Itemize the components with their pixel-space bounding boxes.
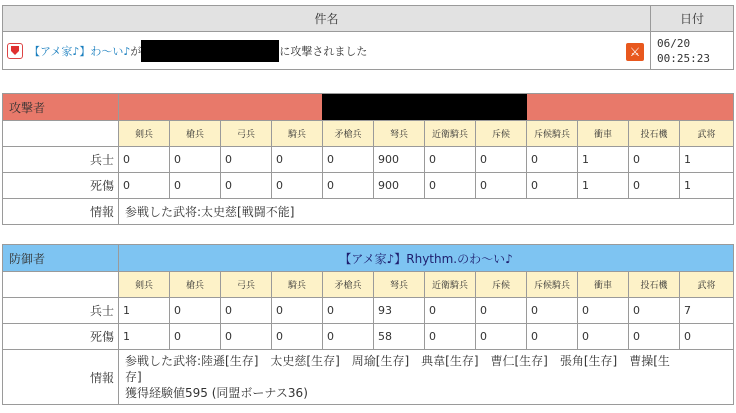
defender-soldiers-row [3, 298, 734, 324]
attack-icon: ⚔ [626, 43, 644, 61]
defender-info-text [119, 350, 734, 405]
subject-suffix: に攻撃されました [279, 44, 368, 58]
soldier-count: 7 [680, 298, 734, 324]
unit-header: 投石機 [629, 272, 680, 298]
unit-header-row [3, 121, 734, 147]
soldier-count: 0 [221, 298, 272, 324]
unit-header: 衝車 [578, 272, 629, 298]
casualty-count: 0 [119, 173, 170, 199]
casualty-count: 0 [170, 173, 221, 199]
unit-header: 武将 [680, 121, 734, 147]
casualty-count: 0 [221, 324, 272, 350]
soldier-count: 0 [323, 298, 374, 324]
subject-middle: が [130, 44, 142, 58]
soldier-count: 0 [170, 298, 221, 324]
soldier-count: 1 [578, 147, 629, 173]
soldier-count: 0 [272, 147, 323, 173]
attacker-label: 攻撃者 [3, 94, 119, 121]
redacted-attacker-name [322, 94, 527, 120]
unit-header: 矛槍兵 [323, 121, 374, 147]
soldier-count: 93 [374, 298, 425, 324]
unit-header: 投石機 [629, 121, 680, 147]
casualty-count: 900 [374, 173, 425, 199]
casualty-count: 0 [425, 324, 476, 350]
soldier-count: 0 [119, 147, 170, 173]
defender-generals-line-cont: 存] [125, 370, 142, 384]
unit-header: 武将 [680, 272, 734, 298]
unit-header: 斥候騎兵 [527, 121, 578, 147]
unit-header: 弓兵 [221, 121, 272, 147]
defender-generals-line: 参戦した武将:陸遜[生存] 太史慈[生存] 周瑜[生存] 典韋[生存] 曹仁[生存] 張角[生存] 曹操[生 [125, 354, 670, 368]
casualty-count: 0 [527, 173, 578, 199]
soldier-count: 0 [425, 298, 476, 324]
casualty-count: 0 [527, 324, 578, 350]
soldiers-label: 兵士 [3, 298, 119, 324]
casualty-count: 0 [323, 324, 374, 350]
unit-header: 槍兵 [170, 272, 221, 298]
casualty-count: 0 [578, 324, 629, 350]
defender-experience-line: 獲得経験値595 (同盟ボーナス36) [125, 386, 308, 400]
soldier-count: 0 [170, 147, 221, 173]
unit-header: 槍兵 [170, 121, 221, 147]
info-label: 情報 [3, 199, 119, 225]
unit-header: 斥候 [476, 272, 527, 298]
unit-header: 剣兵 [119, 272, 170, 298]
casualty-count: 0 [476, 324, 527, 350]
casualty-count: 0 [221, 173, 272, 199]
soldier-count: 1 [119, 298, 170, 324]
casualty-count: 1 [680, 173, 734, 199]
soldier-count: 900 [374, 147, 425, 173]
report-date: 06/20 [657, 36, 691, 50]
casualties-label: 死傷 [3, 173, 119, 199]
shield-icon [7, 43, 23, 59]
casualty-count: 0 [629, 324, 680, 350]
unit-header: 斥候騎兵 [527, 272, 578, 298]
casualties-label: 死傷 [3, 324, 119, 350]
unit-header: 斥候 [476, 121, 527, 147]
soldier-count: 0 [272, 298, 323, 324]
soldier-count: 0 [629, 298, 680, 324]
subject-column-header: 件名 [3, 6, 651, 32]
casualty-count: 0 [272, 173, 323, 199]
report-datetime [651, 32, 734, 70]
unit-header: 近衛騎兵 [425, 121, 476, 147]
soldier-count: 0 [221, 147, 272, 173]
soldier-count: 0 [425, 147, 476, 173]
redacted-name [141, 40, 279, 62]
defender-banner[interactable]: 【アメ家♪】Rhythm.のわ〜い♪ [119, 245, 734, 272]
attacker-info-row [3, 199, 734, 225]
unit-header: 衝車 [578, 121, 629, 147]
unit-header: 剣兵 [119, 121, 170, 147]
casualty-count: 1 [119, 324, 170, 350]
soldier-count: 0 [578, 298, 629, 324]
defender-label: 防御者 [3, 245, 119, 272]
casualty-count: 0 [170, 324, 221, 350]
unit-header: 矛槍兵 [323, 272, 374, 298]
defender-info-row [3, 350, 734, 405]
attacker-banner [119, 94, 734, 121]
info-label: 情報 [3, 350, 119, 405]
soldier-count: 0 [323, 147, 374, 173]
casualty-count: 0 [272, 324, 323, 350]
unit-header: 弩兵 [374, 121, 425, 147]
attacker-info-text: 参戦した武将:太史慈[戦闘不能] [119, 199, 734, 225]
unit-header: 弩兵 [374, 272, 425, 298]
report-header-table [2, 5, 734, 70]
attacker-casualties-row [3, 173, 734, 199]
attacker-table [2, 93, 734, 225]
soldier-count: 1 [680, 147, 734, 173]
unit-header: 弓兵 [221, 272, 272, 298]
casualty-count: 58 [374, 324, 425, 350]
casualty-count: 0 [323, 173, 374, 199]
defender-casualties-row [3, 324, 734, 350]
soldier-count: 0 [629, 147, 680, 173]
casualty-count: 0 [476, 173, 527, 199]
report-subject[interactable] [3, 32, 651, 70]
date-column-header: 日付 [651, 6, 734, 32]
casualty-count: 0 [680, 324, 734, 350]
soldiers-label: 兵士 [3, 147, 119, 173]
report-time: 00:25:23 [657, 51, 710, 65]
unit-header-row [3, 272, 734, 298]
casualty-count: 1 [578, 173, 629, 199]
soldier-count: 0 [476, 147, 527, 173]
soldier-count: 0 [527, 147, 578, 173]
attacker-soldiers-row [3, 147, 734, 173]
defender-table [2, 244, 734, 405]
soldier-count: 0 [476, 298, 527, 324]
unit-header: 騎兵 [272, 121, 323, 147]
soldier-count: 0 [527, 298, 578, 324]
unit-header: 騎兵 [272, 272, 323, 298]
unit-header: 近衛騎兵 [425, 272, 476, 298]
sender-clan-link[interactable]: 【アメ家♪】わ〜い♪ [29, 44, 131, 58]
casualty-count: 0 [629, 173, 680, 199]
casualty-count: 0 [425, 173, 476, 199]
